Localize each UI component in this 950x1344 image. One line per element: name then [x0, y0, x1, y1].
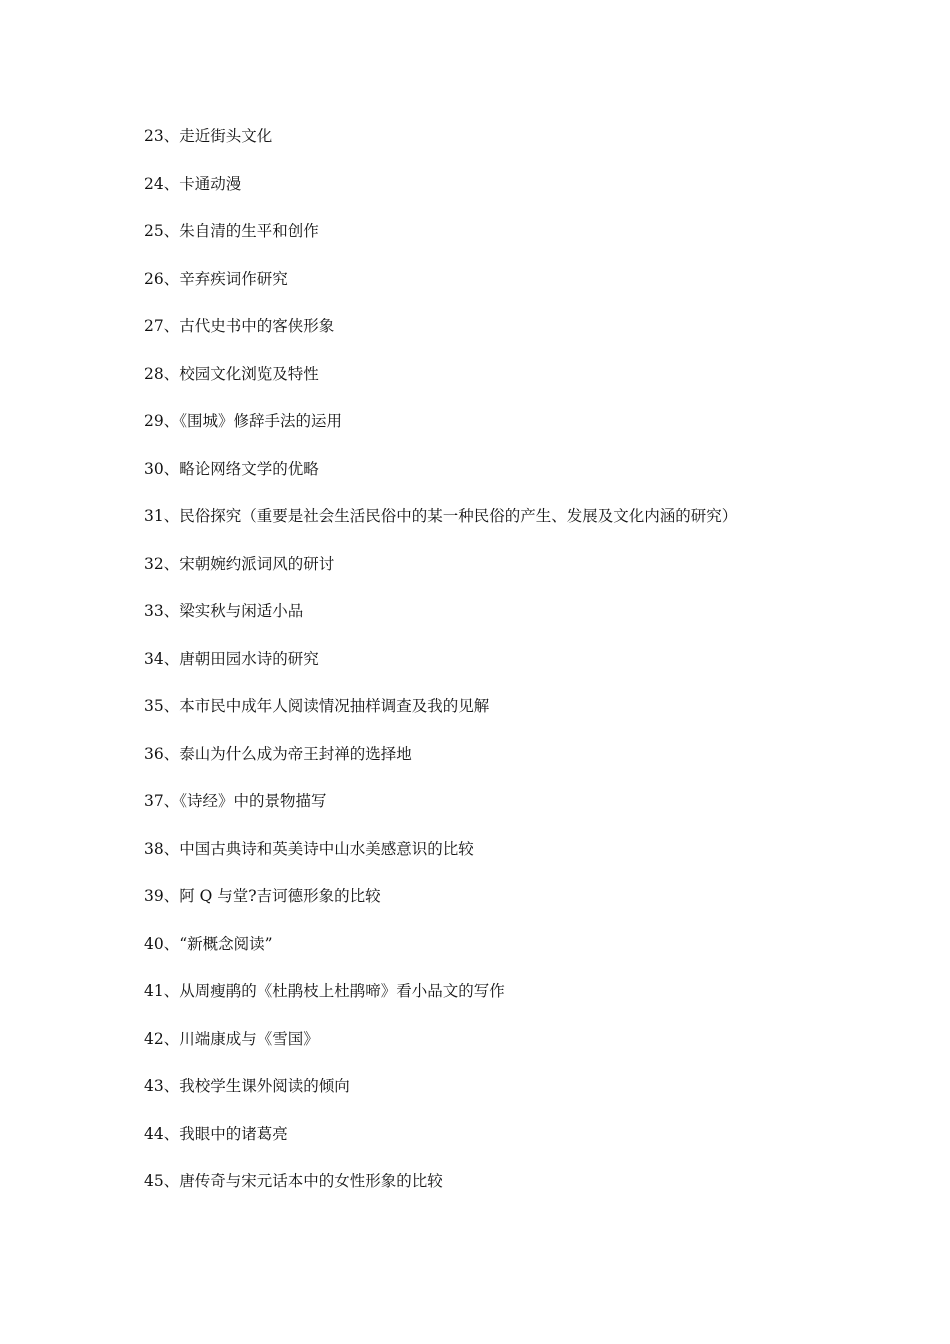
list-item: 30、略论网络文学的优略 — [144, 459, 319, 478]
list-item: 36、泰山为什么成为帝王封禅的选择地 — [144, 744, 412, 763]
list-item: 23、走近街头文化 — [144, 127, 273, 145]
list-item: 41、从周瘦鹃的《杜鹃枝上杜鹃啼》看小品文的写作 — [144, 982, 505, 1000]
list-item: 37、《诗经》中的景物描写 — [144, 792, 327, 810]
list-item: 42、川端康成与《雪国》 — [144, 1029, 319, 1048]
list-item: 25、朱自清的生平和创作 — [144, 222, 319, 240]
list-item: 33、梁实秋与闲适小品 — [144, 602, 304, 620]
list-item: 39、阿 Q 与堂?吉诃德形象的比较 — [144, 887, 381, 905]
topic-list — [144, 124, 904, 1217]
list-item: 35、本市民中成年人阅读情况抽样调查及我的见解 — [144, 697, 490, 715]
list-item: 24、卡通动漫 — [144, 174, 242, 193]
list-item: 26、辛弃疾词作研究 — [144, 269, 288, 288]
list-item: 44、我眼中的诸葛亮 — [144, 1124, 288, 1143]
list-item: 45、唐传奇与宋元话本中的女性形象的比较 — [144, 1172, 443, 1190]
list-item: 29、《围城》修辞手法的运用 — [144, 412, 342, 430]
list-item: 43、我校学生课外阅读的倾向 — [144, 1077, 350, 1095]
list-item: 32、宋朝婉约派词风的研讨 — [144, 554, 335, 573]
list-item: 34、唐朝田园水诗的研究 — [144, 649, 319, 668]
list-item: 28、校园文化浏览及特性 — [144, 364, 319, 383]
list-item: 40、“新概念阅读” — [144, 934, 273, 953]
list-item: 31、民俗探究（重要是社会生活民俗中的某一种民俗的产生、发展及文化内涵的研究） — [144, 507, 738, 525]
list-item: 27、古代史书中的客侠形象 — [144, 317, 335, 335]
list-item: 38、中国古典诗和英美诗中山水美感意识的比较 — [144, 839, 474, 858]
